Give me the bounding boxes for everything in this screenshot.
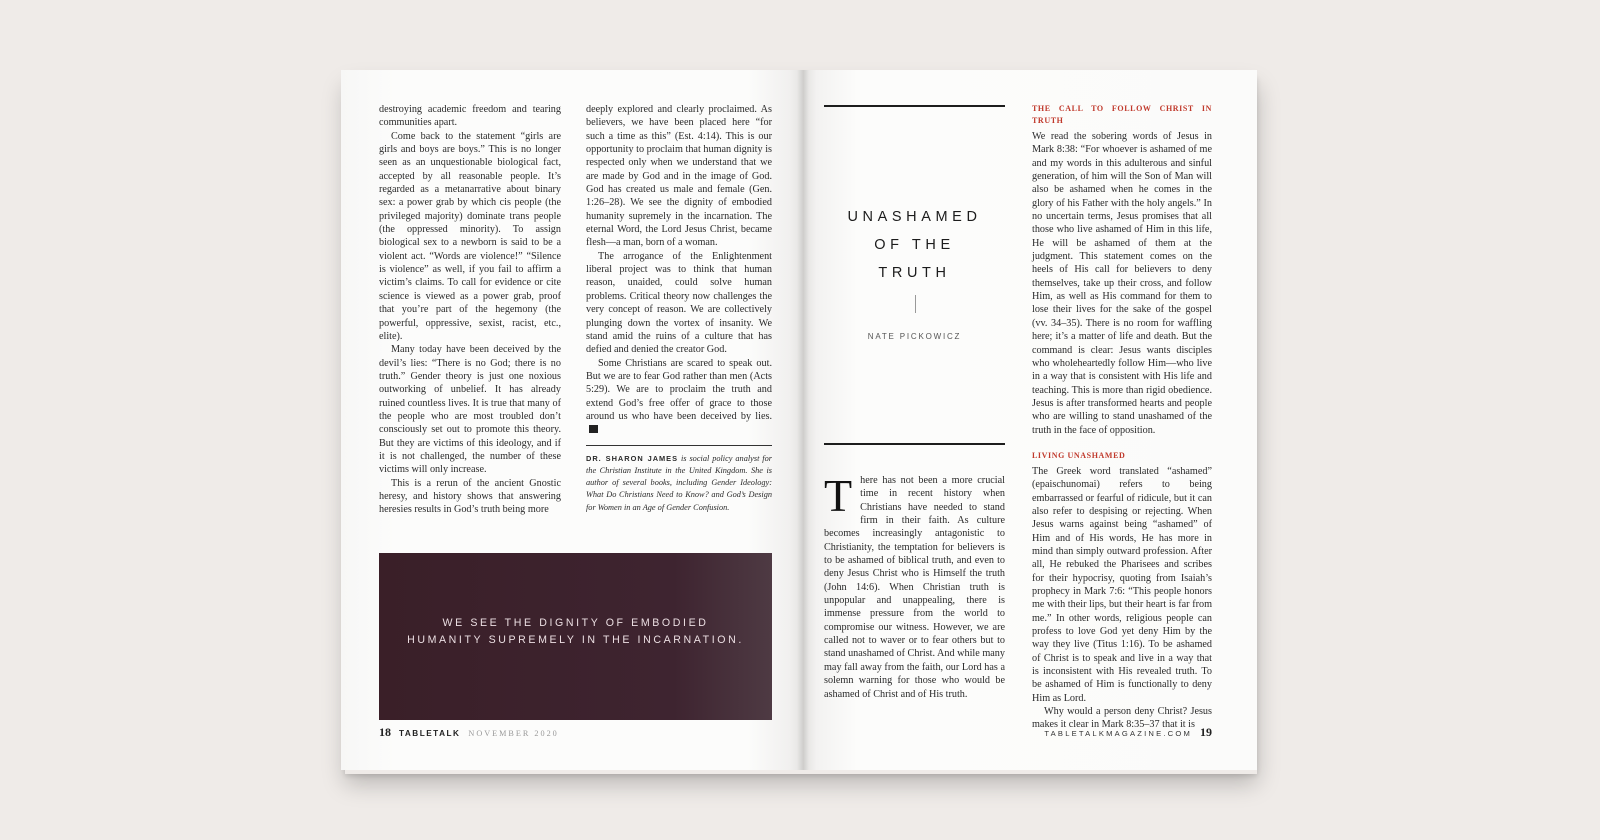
paragraph: The arrogance of the Enlightenment liberal project was to think that human reason, unaided, could solve human problems. Critical theory now challenges the very concept of reason. We are collectively plunging down the vortex of insanity. We stand amid the ruins of a culture that has defied and denied the creator God. <box>586 250 772 356</box>
title-divider <box>915 295 916 313</box>
article-title <box>824 203 1005 287</box>
paragraph: Many today have been deceived by the devil’s lies: “There is no God; there is no truth.” Gender theory is just one noxious outworking of unbelief. It has already ruined countless lives. It is true that many of the people who are most troubled don’t consciously set out to promote this theory. But they are victims of this ideology, and if it is not challenged, the number of these victims will only increase. <box>379 344 561 476</box>
magazine-url: TABLETALKMAGAZINE.COM <box>1044 729 1192 738</box>
right-page <box>803 70 1257 770</box>
page-number: 18 <box>379 725 391 739</box>
author-bio <box>586 445 772 514</box>
section-heading: THE CALL TO FOLLOW CHRIST IN TRUTH <box>1032 104 1212 125</box>
paragraph: Why would a person deny Christ? Jesus makes it clear in Mark 8:35–37 that it is <box>1032 706 1212 731</box>
paragraph: We read the sobering words of Jesus in Mark 8:38: “For whoever is ashamed of me and my words in this adulterous and sinful generation, of him will the Son of Man will also be ashamed when he comes in the glory of his Father with the holy angels.” In no uncertain terms, Jesus promises that all those who live ashamed of Him in this life, He will be ashamed of them at the judgment. This statement comes on the heels of His call for believers to deny themselves, take up their cross, and follow Him, as well as His command for them to lose their lives for the sake of the gospel (vv. 34–35). There is no room for waffling here; it’s a matter of life and death. But the command is clear: Jesus wants disciples who wholeheartedly follow Him—who live in a way that is consistent with His life and teaching. This is more than rigid obedience. Jesus is after transformed hearts and people who are willing to stand unashamed of the truth in the face of opposition. <box>1032 131 1212 436</box>
drop-cap: T <box>824 470 853 521</box>
intro-text: here has not been a more crucial time in recent history when Christians have needed to stand firm in their faith. As culture becomes increasingly antagonistic to Christianity, the temptation for believers is to be ashamed of biblical truth, and even to deny Jesus Christ who is Himself the truth (John 14:6). When Christian truth is unpopular and unappealing, there is immense pressure from the world to compromise our witness. However, we are called not to waver or to fear others but to stand unashamed of Christ. And while many may fall away from the faith, our Lord has a solemn warning for those who would be ashamed of Christ and of His truth. <box>824 475 1005 700</box>
paragraph: destroying academic freedom and tearing communities apart. <box>379 104 561 129</box>
byline: NATE PICKOWICZ <box>867 332 962 341</box>
pull-quote-text: WE SEE THE DIGNITY OF EMBODIED HUMANITY SUPREMELY IN THE INCARNATION. <box>407 616 744 646</box>
intro-top-rule <box>824 443 1005 445</box>
paragraph: deeply explored and clearly proclaimed. As believers, we have been placed here “for such a time as this” (Est. 4:14). This is our opportunity to proclaim that human dignity is respected only when we understand that we are made by God and in the image of God. God has created us male and female (Gen. 1:26–28). We see the dignity of embodied humanity supremely in the incarnation. The eternal Word, the Lord Jesus Christ, became flesh—a man, born of a woman. <box>586 104 772 249</box>
left-page <box>341 70 803 770</box>
paragraph-text: Some Christians are scared to speak out. But we are to fear God rather than men (Acts 5:29). We are to proclaim the truth and extend God’s free offer of grace to those around us who have been deceived by lies. <box>586 357 772 422</box>
magazine-name: TABLETALK <box>399 729 461 738</box>
page-number: 19 <box>1200 725 1212 739</box>
right-column-1 <box>824 470 1005 701</box>
title-line: UNASHAMED <box>847 209 982 225</box>
right-folio <box>1044 725 1212 740</box>
bio-text: is social policy analyst for the Christian Institute in the United Kingdom. She is author of several books, including Gender Ideology: What Do Christians Need to Know? and God’s Design for Women in an Age of Gender Confusion. <box>586 453 772 512</box>
right-column-2 <box>1032 103 1212 732</box>
issue-date: NOVEMBER 2020 <box>468 729 559 738</box>
paragraph: The Greek word translated “ashamed” (epaischunomai) refers to being embarrassed or fearful of ridicule, but it can also refer to despising or rejecting. When Jesus warns against being “ashamed” of Him and of His words, He has more in mind than simply outward profession. After all, He rebuked the Pharisees and scribes for their hypocrisy, quoting from Isaiah’s prophecy in Mark 7:6: “This people honors me with their lips, but their heart is far from me.” In other words, religious people can profess to love God yet deny Him by the way they live (Titus 1:16). To be ashamed of Christ is to speak and live in a way that is inconsistent with His revealed truth. To be ashamed of Him is functionally to deny Him as Lord. <box>1032 465 1212 704</box>
pull-quote-box <box>379 553 772 720</box>
section-heading: LIVING UNASHAMED <box>1032 450 1126 460</box>
paragraph-last <box>586 357 772 437</box>
end-mark-icon <box>589 425 598 433</box>
left-column-1 <box>379 103 561 517</box>
paragraph: Come back to the statement “girls are girls and boys are boys.” This is no longer seen as an unquestionable biological fact, accepted by all reasonable people. It’s regarded as a metanarrative about binary sex: a power grab by which cis people (the privileged majority) dominate trans people (the oppressed minority). To assign biological sex to a newborn is said to be a violent act. “Words are violence!” “Silence is violence” as well, if you fail to affirm a victim’s claims. To call for evidence or cite science is viewed as a power grab, proof that you’re part of the hegemony (the powerful, oppressive, sexist, racist, etc., elite). <box>379 130 561 342</box>
paragraph: This is a rerun of the ancient Gnostic heresy, and history shows that answering heresies results in God’s truth being more <box>379 477 561 516</box>
title-top-rule <box>824 105 1005 107</box>
left-folio <box>379 725 559 740</box>
bio-author-name: DR. SHARON JAMES <box>586 453 679 463</box>
left-column-2 <box>586 103 772 514</box>
spine-gutter <box>797 70 809 770</box>
title-line: TRUTH <box>878 265 951 281</box>
title-line: OF THE <box>874 237 955 253</box>
